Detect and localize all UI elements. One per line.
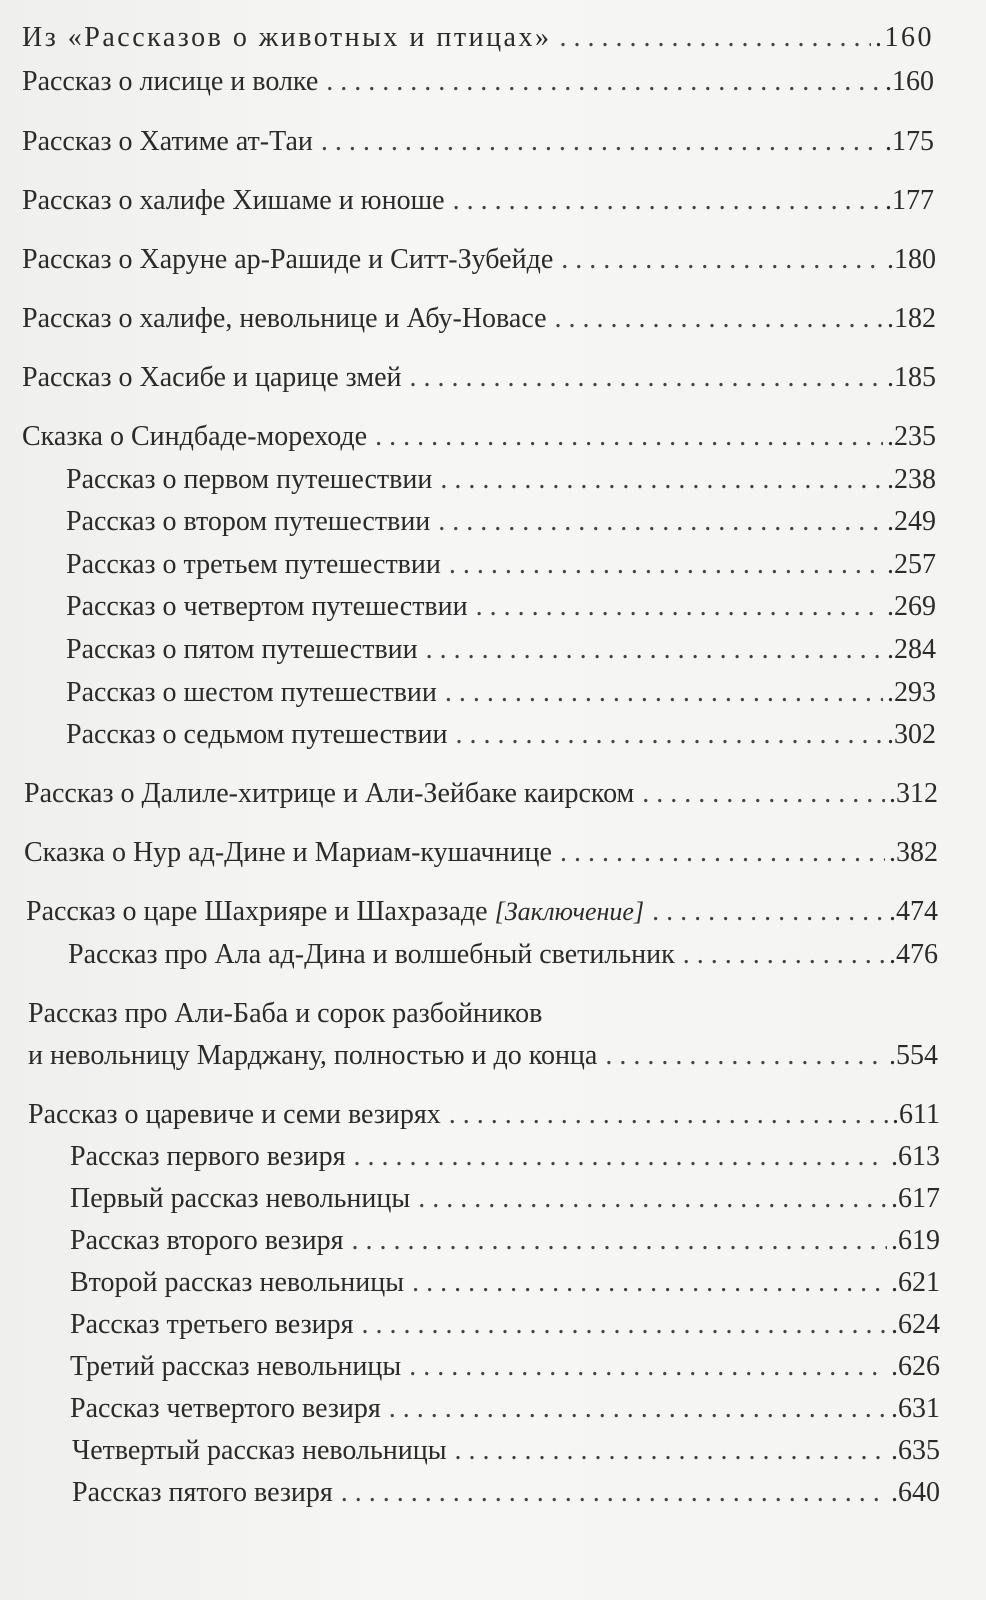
toc-title: Рассказ третьего везиря	[70, 1309, 354, 1340]
toc-page-number: .180	[887, 244, 936, 275]
toc-page-number: .238	[887, 464, 936, 495]
toc-page-number: .302	[887, 719, 936, 750]
toc-page-number: .619	[891, 1225, 940, 1256]
toc-page-number: .640	[891, 1477, 940, 1508]
toc-page-number: .185	[887, 362, 936, 393]
toc-entry	[24, 778, 938, 810]
toc-page-number: .611	[892, 1099, 940, 1130]
toc-subentry	[66, 464, 936, 496]
toc-entry	[22, 421, 936, 453]
toc-entry	[24, 837, 938, 869]
toc-title: Сказка о Нур ад-Дине и Мариам-кушачнице	[24, 837, 552, 868]
dot-leader	[642, 778, 885, 810]
toc-title: Рассказ о четвертом путешествии	[66, 591, 468, 622]
toc-title-line1: Рассказ про Али-Баба и сорок разбойников	[28, 998, 543, 1029]
toc-page-number: .182	[887, 303, 936, 334]
dot-leader	[449, 1099, 888, 1131]
toc-title: Второй рассказ невольницы	[70, 1267, 405, 1298]
toc-subentry	[66, 677, 936, 709]
toc-page-number: .312	[889, 778, 938, 809]
toc-entry	[28, 1099, 940, 1131]
toc-title-text: Рассказ о царе Шахрияре и Шахразаде	[26, 896, 488, 927]
toc-title: Рассказ о третьем путешествии	[66, 549, 441, 580]
dot-leader	[440, 464, 883, 496]
toc-entry	[22, 362, 936, 394]
toc-subentry	[66, 634, 936, 666]
toc-entry	[28, 1040, 938, 1072]
toc-title: Рассказ о первом путешествии	[66, 464, 433, 495]
toc-page-number: .175	[885, 126, 934, 157]
toc-title: Четвертый рассказ невольницы	[72, 1435, 447, 1466]
dot-leader	[362, 1309, 888, 1341]
toc-title: Из «Рассказов о животных и птицах»	[22, 22, 552, 53]
dot-leader	[652, 896, 885, 928]
dot-leader	[326, 66, 881, 98]
toc-title: Рассказ о шестом путешествии	[66, 677, 437, 708]
dot-leader	[426, 634, 883, 666]
dot-leader	[375, 421, 883, 453]
toc-title: Рассказ четвертого везиря	[70, 1393, 381, 1424]
toc-page-number: .631	[891, 1393, 940, 1424]
toc-entry	[22, 126, 934, 158]
toc-page-number: .269	[887, 591, 936, 622]
toc-entry	[26, 896, 938, 928]
toc-title: Рассказ про Ала ад-Дина и волшебный светильник	[68, 939, 675, 970]
dot-leader	[321, 126, 881, 158]
dot-leader	[560, 22, 872, 54]
dot-leader	[476, 591, 883, 623]
toc-title: Третий рассказ невольницы	[70, 1351, 402, 1382]
toc-title: Рассказ о халифе Хишаме и юноше	[22, 185, 445, 216]
toc-subentry	[70, 1141, 940, 1173]
toc-title	[26, 896, 644, 928]
toc-subentry	[70, 1393, 940, 1425]
dot-leader	[561, 244, 883, 276]
toc-title: Рассказ о Харуне ар-Рашиде и Ситт-Зубейде	[22, 244, 554, 275]
toc-title: Рассказ о втором путешествии	[66, 506, 431, 537]
dot-leader	[449, 549, 883, 581]
toc-page-number: .160	[885, 66, 934, 97]
toc-page-number: .474	[889, 896, 938, 927]
toc-page-number: .257	[887, 549, 936, 580]
toc-page-number: .626	[891, 1351, 940, 1382]
toc-subentry	[66, 591, 936, 623]
dot-leader	[351, 1225, 887, 1257]
toc-page-number: .382	[889, 837, 938, 868]
dot-leader	[409, 1351, 887, 1383]
toc-title: Рассказ о царевиче и семи везирях	[28, 1099, 441, 1130]
toc-page-number: .160	[875, 22, 934, 53]
dot-leader	[560, 837, 885, 869]
toc-entry	[22, 303, 936, 335]
toc-subentry	[66, 549, 936, 581]
dot-leader	[438, 506, 883, 538]
toc-page-number: .613	[891, 1141, 940, 1172]
toc-title: Рассказ о пятом путешествии	[66, 634, 418, 665]
dot-leader	[412, 1267, 887, 1299]
toc-page-number: .554	[889, 1040, 938, 1071]
toc-title: Рассказ о Хатиме ат-Таи	[22, 126, 313, 157]
dot-leader	[445, 677, 883, 709]
toc-subentry	[72, 1477, 940, 1509]
toc-subentry	[70, 1351, 940, 1383]
toc-entry	[22, 66, 934, 98]
dot-leader	[683, 939, 885, 971]
dot-leader	[555, 303, 883, 335]
dot-leader	[453, 185, 881, 217]
toc-page-number: .235	[887, 421, 936, 452]
toc-page-number: .621	[891, 1267, 940, 1298]
toc-title: Рассказ о седьмом путешествии	[66, 719, 448, 750]
toc-subentry	[70, 1267, 940, 1299]
dot-leader	[389, 1393, 887, 1425]
toc-title: Рассказ о лисице и волке	[22, 66, 319, 97]
dot-leader	[341, 1477, 887, 1509]
toc-subentry	[66, 719, 936, 751]
toc-page-number: .249	[887, 506, 936, 537]
toc-title: Рассказ о Хасибе и царице змей	[22, 362, 402, 393]
dot-leader	[409, 362, 883, 394]
dot-leader	[354, 1141, 887, 1173]
toc-subentry	[66, 506, 936, 538]
toc-page-number: .624	[891, 1309, 940, 1340]
dot-leader	[455, 1435, 887, 1467]
toc-subentry	[70, 1225, 940, 1257]
toc-page-number: .635	[891, 1435, 940, 1466]
toc-subentry	[68, 939, 938, 971]
toc-entry	[22, 185, 934, 217]
toc-title: Сказка о Синдбаде-мореходе	[22, 421, 368, 452]
toc-title: Рассказ о халифе, невольнице и Абу-Новасе	[22, 303, 547, 334]
toc-page-number: .617	[891, 1183, 940, 1214]
dot-leader	[418, 1183, 887, 1215]
toc-page-number: .293	[887, 677, 936, 708]
dot-leader	[605, 1040, 885, 1072]
toc-title: Первый рассказ невольницы	[70, 1183, 411, 1214]
toc-entry	[22, 244, 936, 276]
toc-page-number: .476	[889, 939, 938, 970]
toc-title: Рассказ второго везиря	[70, 1225, 344, 1256]
toc-subentry	[70, 1183, 940, 1215]
toc-page-number: .284	[887, 634, 936, 665]
toc-subentry	[72, 1435, 940, 1467]
dot-leader	[455, 719, 883, 751]
toc-title: Рассказ о Далиле-хитрице и Али-Зейбаке каирском	[24, 778, 635, 809]
toc-subentry	[70, 1309, 940, 1341]
toc-title-line2: и невольницу Марджану, полностью и до конца	[28, 1040, 598, 1071]
toc-title: Рассказ пятого везиря	[72, 1477, 333, 1508]
toc-title: Рассказ первого везиря	[70, 1141, 346, 1172]
toc-page-number: .177	[885, 185, 934, 216]
toc-note: [Заключение]	[494, 897, 645, 926]
toc-section-heading	[22, 22, 934, 54]
